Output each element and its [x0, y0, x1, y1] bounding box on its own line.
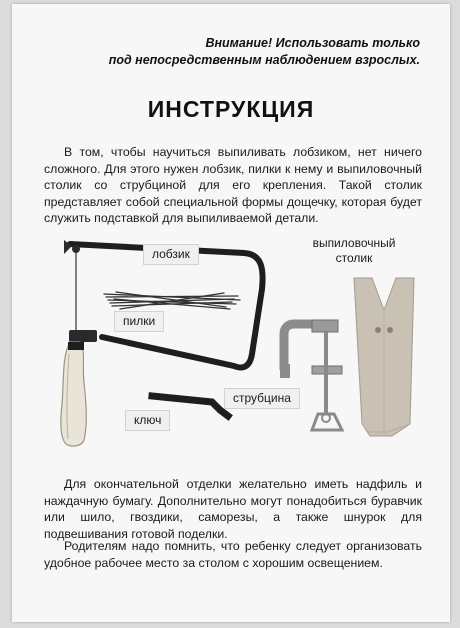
parents-paragraph: Родителям надо помнить, что ребенку следует организовать удобное рабочее место за столом с хорошим освещением.	[44, 539, 422, 570]
fretsaw-table-label-line2: столик	[335, 251, 373, 265]
instruction-page	[12, 4, 450, 622]
fretsaw-table-label-line1: выпиловочный	[312, 236, 396, 250]
warning-line-2: под непосредственным наблюдением взрослых.	[108, 53, 420, 67]
finishing-paragraph: Для окончательной отделки желательно иметь надфиль и наждачную бумагу. Дополнительно могут понадобиться буравчик или шило, гвоздики, саморезы, а также шнурок для подвешивания готовой поделки.	[44, 477, 422, 541]
fretsaw-table-label	[304, 236, 404, 266]
clamp-icon	[280, 320, 342, 430]
warning-line-1: Внимание! Использовать только	[205, 36, 420, 50]
page-title: ИНСТРУКЦИЯ	[147, 96, 315, 122]
jigsaw-label: лобзик	[143, 244, 199, 265]
fretsaw-table-icon	[354, 278, 414, 436]
intro-paragraph: В том, чтобы научиться выпиливать лобзиком, нет ничего сложного. Для этого нужен лобзик, пилки к нему и выпиловочный столик со струбциной для его крепления. Такой столик представляет собой специальной формы дощечку, которая будет служить подставкой для выпиливаемой детали.	[44, 145, 422, 225]
key-label: ключ	[125, 410, 170, 431]
blades-icon	[104, 292, 240, 309]
clamp-label: струбцина	[224, 388, 300, 409]
blades-label: пилки	[114, 311, 164, 332]
